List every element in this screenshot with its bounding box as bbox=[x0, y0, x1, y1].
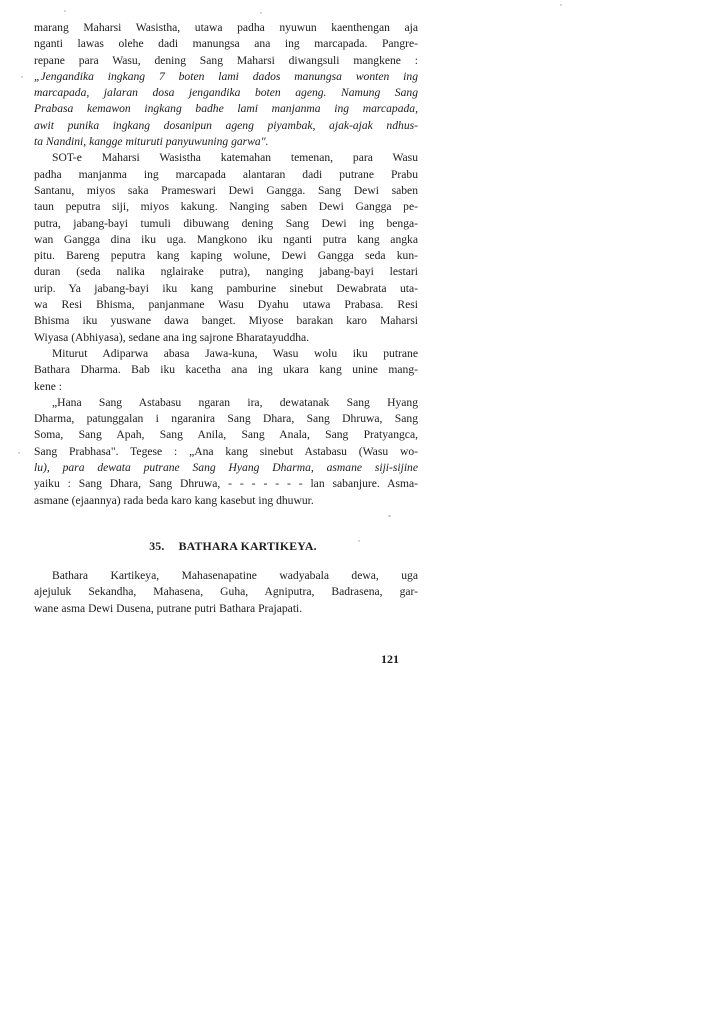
text-line: Bathara Dharma. Bab iku kacetha ana ing ukara kang unine mang- bbox=[34, 363, 418, 377]
page-number: 121 bbox=[381, 652, 399, 666]
scan-speckle bbox=[358, 540, 360, 542]
paragraph-5 bbox=[34, 395, 418, 509]
text-line: duran (seda nalika nglairake putra), nanging jabang-bayi lestari bbox=[34, 265, 418, 279]
text-line: „Jengandika ingkang 7 boten lami dados manungsa wonten ing bbox=[34, 69, 418, 83]
text-line: wane asma Dewi Dusena, putrane putri Bathara Prajapati. bbox=[34, 601, 303, 615]
scan-speckle bbox=[388, 515, 391, 517]
text-line: Sang Prabhasa". Tegese : „Ana kang sinebut Astabasu (Wasu wo- bbox=[34, 444, 418, 458]
text-line: Santanu, miyos saka Prameswari Dewi Gangga. Sang Dewi saben bbox=[34, 183, 418, 197]
text-line: padha manjanma ing marcapada alantaran dadi putrane Prabu bbox=[34, 167, 418, 181]
text-line: lu), para dewata putrane Sang Hyang Dharma, asmane siji-sijine bbox=[34, 461, 418, 475]
text-line: Bhisma iku yuswane dawa banget. Miyose barakan karo Maharsi bbox=[34, 314, 418, 328]
paragraph-final bbox=[34, 568, 418, 617]
paragraph-1 bbox=[34, 20, 418, 69]
section-number: 35. bbox=[149, 538, 165, 553]
document-page bbox=[34, 20, 418, 617]
text-line: ajejuluk Sekandha, Mahasena, Guha, Agniputra, Badrasena, gar- bbox=[34, 585, 418, 599]
scan-speckle bbox=[260, 12, 262, 14]
text-line: repane para Wasu, dening Sang Maharsi diwangsuli mangkene : bbox=[34, 53, 418, 67]
text-line: Bathara Kartikeya, Mahasenapatine wadyabala dewa, uga bbox=[52, 568, 418, 582]
section-title: BATHARA KARTIKEYA. bbox=[178, 538, 317, 553]
scan-speckle bbox=[21, 76, 23, 78]
text-line: marang Maharsi Wasistha, utawa padha nyuwun kaenthengan aja bbox=[34, 21, 418, 34]
text-line: pitu. Bareng peputra kang kaping wolune, Dewi Gangga seda kun- bbox=[34, 249, 418, 263]
text-line: wan Gangga dina iku uga. Mangkono iku nganti putra kang angka bbox=[34, 232, 418, 246]
section-heading bbox=[34, 539, 418, 554]
text-line: Prabasa kemawon ingkang badhe lami manjanma ing marcapada, bbox=[34, 102, 418, 116]
text-line: awit punika ingkang dosanipun ageng piyambak, ajak-ajak ndhus- bbox=[34, 118, 418, 132]
text-line: urip. Ya jabang-bayi iku kang pamburine sinebut Dewabrata uta- bbox=[34, 281, 418, 295]
text-line: yaiku : Sang Dhara, Sang Dhruwa, - - - - - - - lan sabanjure. Asma- bbox=[34, 477, 418, 491]
scan-speckle bbox=[560, 4, 562, 6]
text-line: taun peputra siji, miyos kakung. Nanging saben Dewi Gangga pe- bbox=[34, 200, 418, 214]
text-line: putra, jabang-bayi tumuli dibuwang dening Sang Dewi ing benga- bbox=[34, 216, 418, 230]
text-line: Soma, Sang Apah, Sang Anila, Sang Anala, Sang Pratyangca, bbox=[34, 428, 418, 442]
text-line: ta Nandini, kangge mituruti panyuwuning garwa". bbox=[34, 135, 269, 149]
text-line: nganti lawas olehe dadi manungsa ana ing marcapada. Pangre- bbox=[34, 37, 418, 51]
text-line: Miturut Adiparwa abasa Jawa-kuna, Wasu wolu iku putrane bbox=[52, 346, 418, 360]
paragraph-3 bbox=[34, 150, 418, 346]
text-line: „Hana Sang Astabasu ngaran ira, dewatanak Sang Hyang bbox=[52, 395, 418, 409]
text-line: kene : bbox=[34, 379, 63, 393]
scan-speckle bbox=[18, 452, 20, 454]
text-line: SOT-e Maharsi Wasistha katemahan temenan, para Wasu bbox=[52, 151, 418, 165]
scan-speckle bbox=[64, 10, 66, 12]
text-line: asmane (ejaannya) rada beda karo kang kasebut ing dhuwur. bbox=[34, 493, 314, 507]
paragraph-4 bbox=[34, 346, 418, 395]
paragraph-2-quote bbox=[34, 69, 418, 150]
text-line: Wiyasa (Abhiyasa), sedane ana ing sajrone Bharatayuddha. bbox=[34, 330, 310, 344]
text-line: Dharma, patunggalan i ngaranira Sang Dhara, Sang Dhruwa, Sang bbox=[34, 412, 418, 426]
text-line: marcapada, jalaran dosa jengandika boten ageng. Namung Sang bbox=[34, 86, 418, 100]
text-line: wa Resi Bhisma, panjanmane Wasu Dyahu utawa Prabasa. Resi bbox=[34, 298, 418, 312]
